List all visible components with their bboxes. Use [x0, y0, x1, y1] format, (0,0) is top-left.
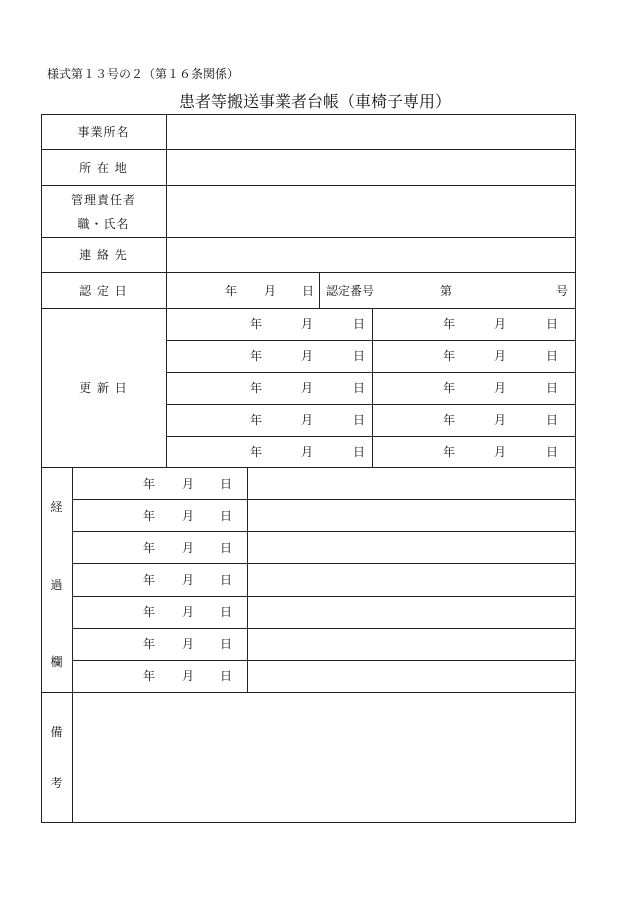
renewal-day-unit: 日 [353, 381, 366, 395]
renewal-day-unit: 日 [353, 445, 366, 459]
renewal-month-unit: 月 [494, 349, 507, 363]
renewal-year-unit: 年 [250, 381, 263, 395]
cert-month-unit: 月 [264, 284, 277, 298]
renewal-year-unit: 年 [250, 349, 263, 363]
renewal-day-unit: 日 [546, 445, 559, 459]
label-manager-line1: 管理責任者 [70, 193, 136, 207]
label-contact: 連 絡 先 [79, 248, 128, 262]
renewal-year-unit: 年 [250, 413, 263, 427]
renewal-month-unit: 月 [301, 317, 314, 331]
progress-month-unit: 月 [182, 509, 195, 523]
renewal-year-unit: 年 [443, 381, 456, 395]
progress-day-unit: 日 [220, 541, 233, 555]
label-location: 所 在 地 [79, 161, 128, 175]
progress-day-unit: 日 [220, 573, 233, 587]
renewal-month-unit: 月 [301, 445, 314, 459]
progress-day-unit: 日 [220, 509, 233, 523]
progress-year-unit: 年 [143, 541, 156, 555]
progress-month-unit: 月 [182, 669, 195, 683]
progress-year-unit: 年 [143, 573, 156, 587]
progress-month-unit: 月 [182, 573, 195, 587]
renewal-day-unit: 日 [353, 317, 366, 331]
renewal-day-unit: 日 [546, 317, 559, 331]
renewal-day-unit: 日 [546, 413, 559, 427]
renewal-year-unit: 年 [250, 317, 263, 331]
progress-day-unit: 日 [220, 605, 233, 619]
label-certification-date: 認 定 日 [79, 284, 128, 298]
progress-month-unit: 月 [182, 605, 195, 619]
cert-number-label: 認定番号 [326, 284, 375, 298]
renewal-month-unit: 月 [494, 317, 507, 331]
cert-year-unit: 年 [225, 284, 238, 298]
renewal-day-unit: 日 [353, 413, 366, 427]
renewal-year-unit: 年 [443, 317, 456, 331]
progress-month-unit: 月 [182, 477, 195, 491]
renewal-year-unit: 年 [443, 413, 456, 427]
progress-day-unit: 日 [220, 669, 233, 683]
label-progress-char-3: 欄 [50, 655, 63, 669]
form-title: 患者等搬送事業者台帳（車椅子専用） [178, 92, 451, 111]
label-remarks-char-2: 考 [50, 776, 63, 790]
renewal-year-unit: 年 [250, 445, 263, 459]
renewal-month-unit: 月 [301, 349, 314, 363]
progress-month-unit: 月 [182, 637, 195, 651]
progress-month-unit: 月 [182, 541, 195, 555]
progress-year-unit: 年 [143, 477, 156, 491]
renewal-month-unit: 月 [494, 381, 507, 395]
progress-year-unit: 年 [143, 509, 156, 523]
renewal-month-unit: 月 [301, 413, 314, 427]
label-manager-line2: 職・氏名 [77, 217, 130, 231]
renewal-day-unit: 日 [353, 349, 366, 363]
renewal-day-unit: 日 [546, 349, 559, 363]
label-renewal-date: 更 新 日 [79, 381, 128, 395]
form-reference: 様式第１３号の２（第１６条関係） [47, 67, 240, 81]
renewal-day-unit: 日 [546, 381, 559, 395]
label-remarks-char-1: 備 [50, 725, 63, 739]
progress-day-unit: 日 [220, 477, 233, 491]
renewal-month-unit: 月 [494, 445, 507, 459]
renewal-month-unit: 月 [494, 413, 507, 427]
cert-number-suffix: 号 [556, 284, 569, 298]
progress-year-unit: 年 [143, 669, 156, 683]
progress-year-unit: 年 [143, 637, 156, 651]
progress-year-unit: 年 [143, 605, 156, 619]
label-progress-char-1: 経 [50, 500, 63, 514]
renewal-month-unit: 月 [301, 381, 314, 395]
cert-day-unit: 日 [302, 284, 315, 298]
cert-number-prefix: 第 [440, 284, 453, 298]
label-business-name: 事業所名 [77, 125, 130, 139]
renewal-year-unit: 年 [443, 349, 456, 363]
progress-day-unit: 日 [220, 637, 233, 651]
renewal-year-unit: 年 [443, 445, 456, 459]
label-progress-char-2: 過 [50, 578, 63, 592]
